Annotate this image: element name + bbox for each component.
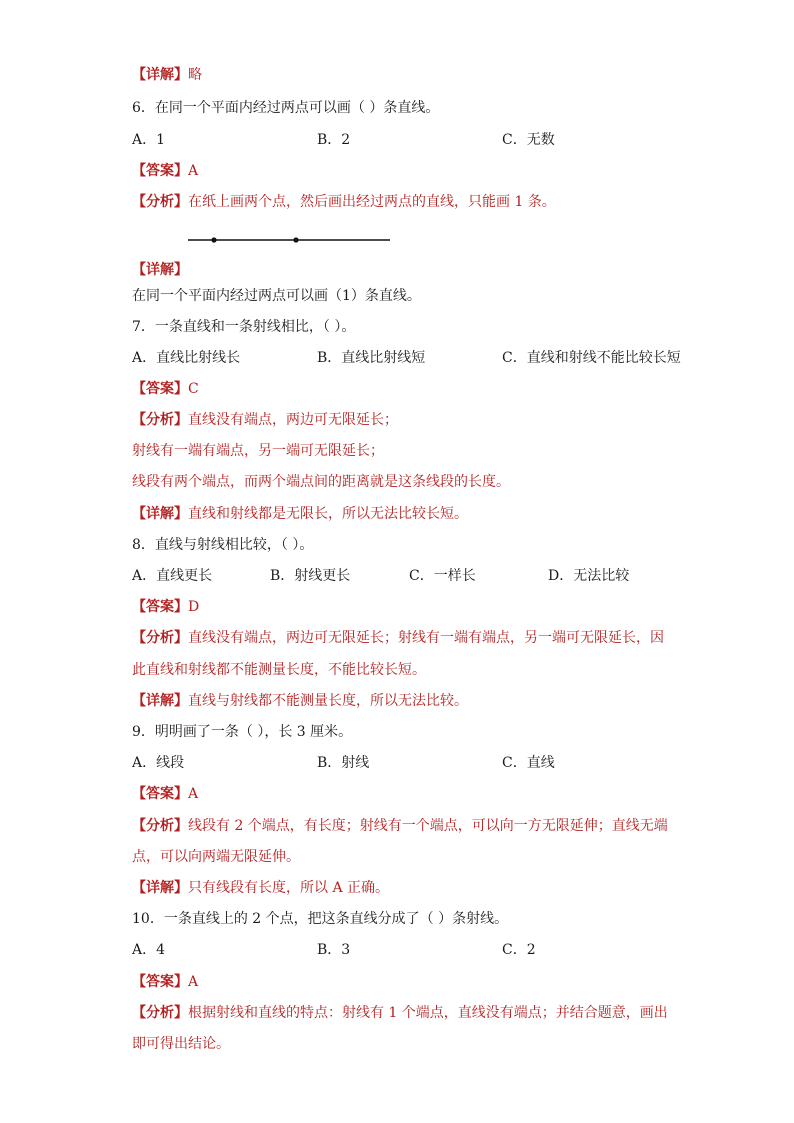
section-text: 只有线段有长度，所以 A 正确。 bbox=[188, 880, 390, 896]
question-text: 8．直线与射线相比较，（ ）。 bbox=[132, 537, 314, 553]
text-line bbox=[132, 162, 672, 180]
text-line bbox=[132, 99, 672, 117]
section-text: A bbox=[188, 974, 199, 990]
section-tag: 【分析】 bbox=[132, 818, 188, 834]
option: A．4 bbox=[132, 942, 166, 958]
question-text: 在同一个平面内经过两点可以画（1）条直线。 bbox=[132, 288, 421, 304]
section-text: 略 bbox=[188, 67, 202, 83]
text-line bbox=[132, 661, 672, 679]
point-1 bbox=[211, 237, 216, 242]
section-text: 直线没有端点，两边可无限延长；射线有一端有端点，另一端可无限延长，因 bbox=[188, 630, 664, 646]
text-line bbox=[132, 973, 672, 991]
text-line bbox=[132, 287, 672, 305]
question-text: 6．在同一个平面内经过两点可以画（ ）条直线。 bbox=[132, 100, 440, 116]
option: A．1 bbox=[132, 132, 166, 148]
option: C．2 bbox=[502, 942, 536, 958]
section-tag: 【答案】 bbox=[132, 381, 188, 397]
option: C．无数 bbox=[502, 132, 555, 148]
section-text: A bbox=[188, 786, 199, 802]
text-line bbox=[132, 785, 672, 803]
text-line bbox=[132, 598, 672, 616]
text-line bbox=[132, 1035, 672, 1053]
section-text: 此直线和射线都不能测量长度，不能比较长短。 bbox=[132, 662, 426, 678]
text-line bbox=[132, 910, 672, 928]
text-line bbox=[132, 1004, 672, 1022]
section-text: 直线与射线都不能测量长度，所以无法比较。 bbox=[188, 693, 468, 709]
option: B．直线比射线短 bbox=[317, 350, 426, 366]
section-text: 即可得出结论。 bbox=[132, 1036, 230, 1052]
section-text: 直线没有端点，两边可无限延长； bbox=[188, 412, 398, 428]
section-text: 射线有一端有端点，另一端可无限延长； bbox=[132, 443, 384, 459]
text-line bbox=[132, 193, 672, 211]
text-line bbox=[132, 848, 672, 866]
text-line bbox=[132, 66, 672, 84]
option: A．直线更长 bbox=[132, 568, 213, 584]
text-line bbox=[132, 473, 672, 491]
section-text: 线段有两个端点，而两个端点间的距离就是这条线段的长度。 bbox=[132, 474, 510, 490]
point-2 bbox=[293, 237, 298, 242]
section-tag: 【分析】 bbox=[132, 194, 188, 210]
section-text: 线段有 2 个端点，有长度；射线有一个端点，可以向一方无限延伸；直线无端 bbox=[188, 818, 668, 834]
section-tag: 【详解】 bbox=[132, 67, 188, 83]
section-tag: 【答案】 bbox=[132, 163, 188, 179]
option: B．射线 bbox=[317, 755, 370, 771]
text-line bbox=[132, 692, 672, 710]
section-tag: 【详解】 bbox=[132, 506, 188, 522]
section-tag: 【答案】 bbox=[132, 974, 188, 990]
section-text: 根据射线和直线的特点：射线有 1 个端点，直线没有端点；并结合题意，画出 bbox=[188, 1005, 668, 1021]
option: A．直线比射线长 bbox=[132, 350, 241, 366]
option: C．直线和射线不能比较长短 bbox=[502, 350, 681, 366]
option: C．一样长 bbox=[409, 568, 476, 584]
option: B．2 bbox=[317, 132, 351, 148]
question-text: 10．一条直线上的 2 个点，把这条直线分成了（ ）条射线。 bbox=[132, 911, 509, 927]
section-tag: 【详解】 bbox=[132, 262, 188, 278]
text-line bbox=[132, 318, 672, 336]
text-line bbox=[132, 629, 672, 647]
text-line bbox=[132, 442, 672, 460]
option: C．直线 bbox=[502, 755, 555, 771]
text-line bbox=[132, 879, 672, 897]
section-tag: 【分析】 bbox=[132, 412, 188, 428]
section-text: C bbox=[188, 381, 199, 397]
section-text: 在纸上画两个点，然后画出经过两点的直线，只能画 1 条。 bbox=[188, 194, 556, 210]
section-tag: 【答案】 bbox=[132, 786, 188, 802]
section-text: 点，可以向两端无限延伸。 bbox=[132, 849, 300, 865]
section-tag: 【分析】 bbox=[132, 1005, 188, 1021]
question-text: 9．明明画了一条（ ），长 3 厘米。 bbox=[132, 724, 353, 740]
line-diagram bbox=[186, 232, 392, 248]
text-line bbox=[132, 505, 672, 523]
section-tag: 【答案】 bbox=[132, 599, 188, 615]
option: B．3 bbox=[317, 942, 351, 958]
option: B．射线更长 bbox=[270, 568, 351, 584]
section-text: A bbox=[188, 163, 199, 179]
text-line bbox=[132, 817, 672, 835]
section-tag: 【详解】 bbox=[132, 693, 188, 709]
text-line bbox=[132, 723, 672, 741]
text-line bbox=[132, 380, 672, 398]
section-tag: 【分析】 bbox=[132, 630, 188, 646]
text-line bbox=[132, 411, 672, 429]
question-text: 7．一条直线和一条射线相比，（ ）。 bbox=[132, 319, 356, 335]
option: D．无法比较 bbox=[548, 568, 630, 584]
option: A．线段 bbox=[132, 755, 185, 771]
section-text: D bbox=[188, 599, 200, 615]
text-line bbox=[132, 261, 672, 279]
text-line bbox=[132, 536, 672, 554]
section-text: 直线和射线都是无限长，所以无法比较长短。 bbox=[188, 506, 468, 522]
section-tag: 【详解】 bbox=[132, 880, 188, 896]
